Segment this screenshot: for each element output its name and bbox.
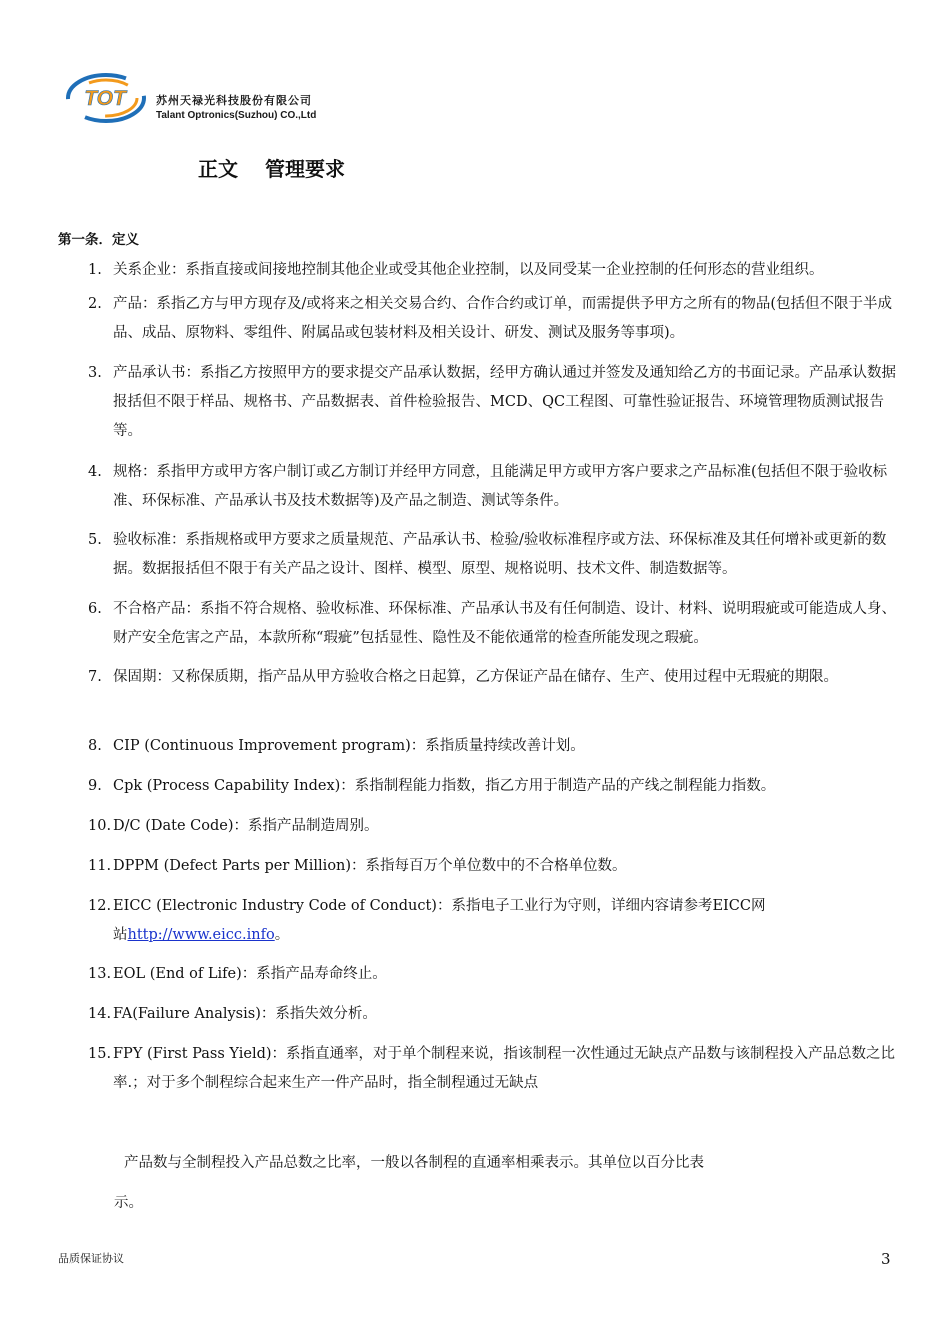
logo-text: TOT bbox=[84, 87, 126, 110]
footer-doc-name: 品质保证协议 bbox=[58, 1252, 124, 1265]
list-item bbox=[88, 852, 898, 881]
item-text: D/C (Date Code)：系指产品制造周别。 bbox=[113, 818, 379, 834]
item-text: CIP (Continuous Improvement program)：系指质量持续改善计划。 bbox=[113, 738, 585, 754]
list-item bbox=[88, 458, 898, 516]
continuation-line: 示。 bbox=[114, 1195, 143, 1211]
item-text: 关系企业：系指直接或间接地控制其他企业或受其他企业控制，以及同受某一企业控制的任何形态的营业组织。 bbox=[113, 262, 824, 278]
item-text: EICC (Electronic Industry Code of Conduct)：系指电子工业行为守则，详细内容请参考EICC网 bbox=[113, 898, 766, 914]
list-item bbox=[88, 892, 898, 950]
list-item bbox=[88, 1040, 898, 1098]
item-number: 3. bbox=[88, 365, 102, 381]
list-item bbox=[88, 359, 898, 446]
continuation-line: 产品数与全制程投入产品总数之比率，一般以各制程的直通率相乘表示。其单位以百分比表 bbox=[124, 1155, 704, 1171]
list-item bbox=[88, 960, 898, 989]
page-title: 正文 管理要求 bbox=[198, 157, 345, 181]
item-text: Cpk (Process Capability Index)：系指制程能力指数，指乙方用于制造产品的产线之制程能力指数。 bbox=[113, 778, 776, 794]
item-number: 5. bbox=[88, 532, 102, 548]
eicc-website-link[interactable]: http://www.eicc.info bbox=[127, 927, 275, 943]
list-item bbox=[88, 290, 898, 348]
item-number: 7. bbox=[88, 669, 102, 685]
item-text: 产品：系指乙方与甲方现存及/或将来之相关交易合约、合作合约或订单，而需提供予甲方之所有的物品(包括但不限于半成品、成品、原物料、零组件、附属品或包装材料及相关设计、研发、测试及服务等事项)。 bbox=[113, 296, 893, 341]
item-text: 规格：系指甲方或甲方客户制订或乙方制订并经甲方同意，且能满足甲方或甲方客户要求之产品标准(包括但不限于验收标准、环保标准、产品承认书及技术数据等)及产品之制造、测试等条件。 bbox=[113, 464, 888, 509]
section-heading: 第一条．定义 bbox=[58, 232, 139, 248]
list-item bbox=[88, 595, 898, 653]
item-number: 6. bbox=[88, 601, 102, 617]
item-text: 产品承认书：系指乙方按照甲方的要求提交产品承认数据，经甲方确认通过并签发及通知给乙方的书面记录。产品承认数据报括但不限于样品、规格书、产品数据表、首件检验报告、MCD、QC工程图、可靠性验证报告、环境管理物质测试报告等。 bbox=[113, 365, 896, 439]
list-item bbox=[88, 732, 898, 761]
item-number: 12. bbox=[88, 898, 112, 914]
item-text: EOL (End of Life)：系指产品寿命终止。 bbox=[113, 966, 387, 982]
company-name-en: Talant Optronics(Suzhou) CO.,Ltd bbox=[156, 110, 317, 121]
company-name-cn: 苏州天禄光科技股份有限公司 bbox=[156, 94, 312, 107]
list-item bbox=[88, 1000, 898, 1029]
item-number: 13. bbox=[88, 966, 112, 982]
list-item bbox=[88, 812, 898, 841]
list-item bbox=[88, 256, 898, 285]
item-number: 8. bbox=[88, 738, 102, 754]
item-number: 10. bbox=[88, 818, 112, 834]
item-text: 保固期：又称保质期，指产品从甲方验收合格之日起算，乙方保证产品在储存、生产、使用过程中无瑕疵的期限。 bbox=[113, 669, 838, 685]
item-text: 不合格产品：系指不符合规格、验收标准、环保标准、产品承认书及有任何制造、设计、材料、说明瑕疵或可能造成人身、财产安全危害之产品，本款所称“瑕疵”包括显性、隐性及不能依通常的检查所能发现之瑕疵。 bbox=[113, 601, 896, 646]
item-text: DPPM (Defect Parts per Million)：系指每百万个单位数中的不合格单位数。 bbox=[113, 858, 627, 874]
company-logo bbox=[64, 72, 146, 124]
list-item bbox=[88, 772, 898, 801]
item-text: FPY (First Pass Yield)：系指直通率，对于单个制程来说，指该制程一次性通过无缺点产品数与该制程投入产品总数之比率.；对于多个制程综合起来生产一件产品时，指全制程通过无缺点 bbox=[113, 1046, 896, 1091]
item-number: 9. bbox=[88, 778, 102, 794]
item-number: 15. bbox=[88, 1046, 112, 1062]
item-number: 14. bbox=[88, 1006, 112, 1022]
list-item bbox=[88, 526, 898, 584]
item-text: FA(Failure Analysis)：系指失效分析。 bbox=[113, 1006, 377, 1022]
item-number: 2. bbox=[88, 296, 102, 312]
item-number: 4. bbox=[88, 464, 102, 480]
item-text: 验收标准：系指规格或甲方要求之质量规范、产品承认书、检验/验收标准程序或方法、环保标准及其任何增补或更新的数据。数据报括但不限于有关产品之设计、图样、模型、原型、规格说明、技术文件、制造数据等。 bbox=[113, 532, 887, 577]
item-number: 11. bbox=[88, 858, 112, 874]
item-text-cont: 站http://www.eicc.info。 bbox=[113, 927, 290, 943]
item-number: 1. bbox=[88, 262, 102, 278]
page-number: 3 bbox=[881, 1250, 891, 1268]
list-item bbox=[88, 663, 898, 692]
